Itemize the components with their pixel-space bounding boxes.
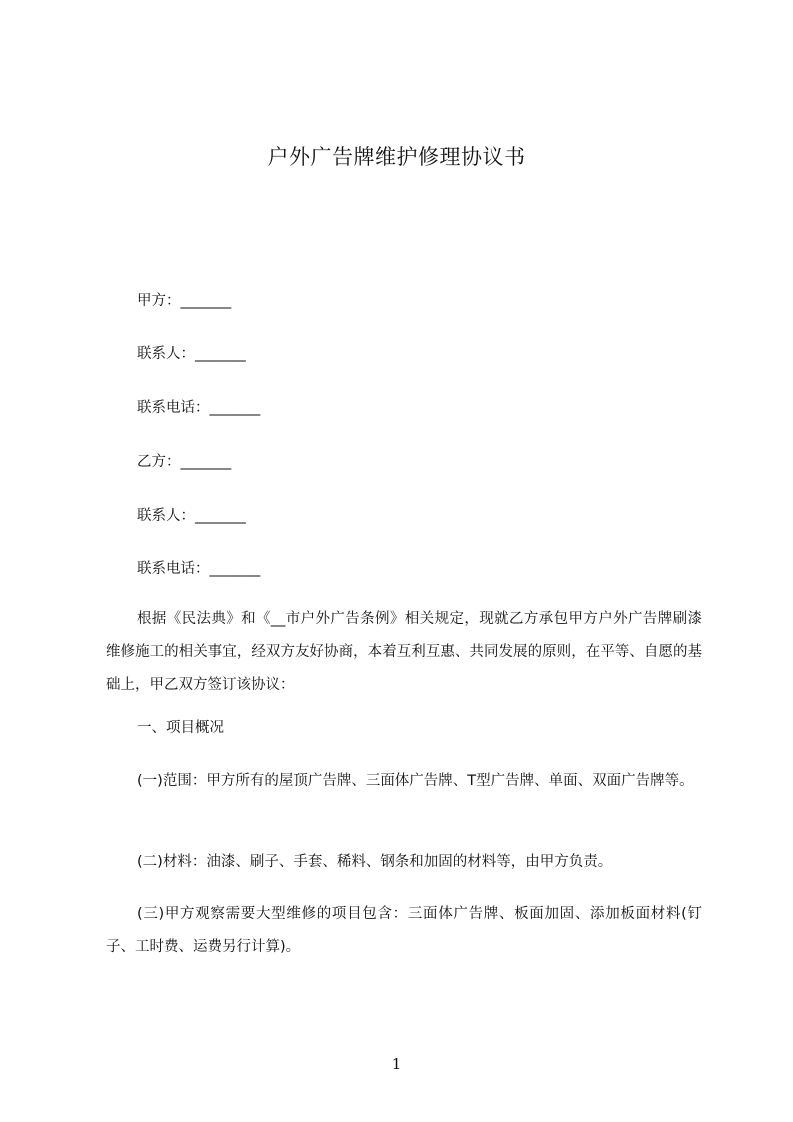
party-a-contact-field: 联系人：_______ — [137, 346, 246, 362]
page-number: 1 — [391, 1055, 402, 1073]
party-a-phone-field: 联系电话：_______ — [137, 400, 261, 416]
party-b-contact-field: 联系人：_______ — [137, 508, 246, 524]
intro-paragraph: 根据《民法典》和《__市户外广告条例》相关规定，现就乙方承包甲方户外广告牌刷漆维修施工的相关事宜，经双方友好协商，本着互利互惠、共同发展的原则，在平等、自愿的基础上，甲乙双方签订该协议： — [106, 611, 702, 693]
scope-paragraph: (一)范围：甲方所有的屋顶广告牌、三面体广告牌、T型广告牌、单面、双面广告牌等。 — [137, 773, 694, 789]
party-b-field: 乙方：_______ — [137, 454, 232, 470]
party-a-field: 甲方：_______ — [137, 293, 232, 309]
section-heading: 一、项目概况 — [137, 720, 224, 736]
materials-paragraph: (二)材料：油漆、刷子、手套、稀料、钢条和加固的材料等，由甲方负责。 — [137, 854, 613, 870]
party-b-phone-field: 联系电话：_______ — [137, 561, 261, 577]
major-repair-paragraph: (三)甲方观察需要大型维修的项目包含：三面体广告牌、板面加固、添加板面材料(钉子、工时费、运费另行计算)。 — [106, 906, 702, 955]
document-title: 户外广告牌维护修理协议书 — [267, 145, 526, 169]
